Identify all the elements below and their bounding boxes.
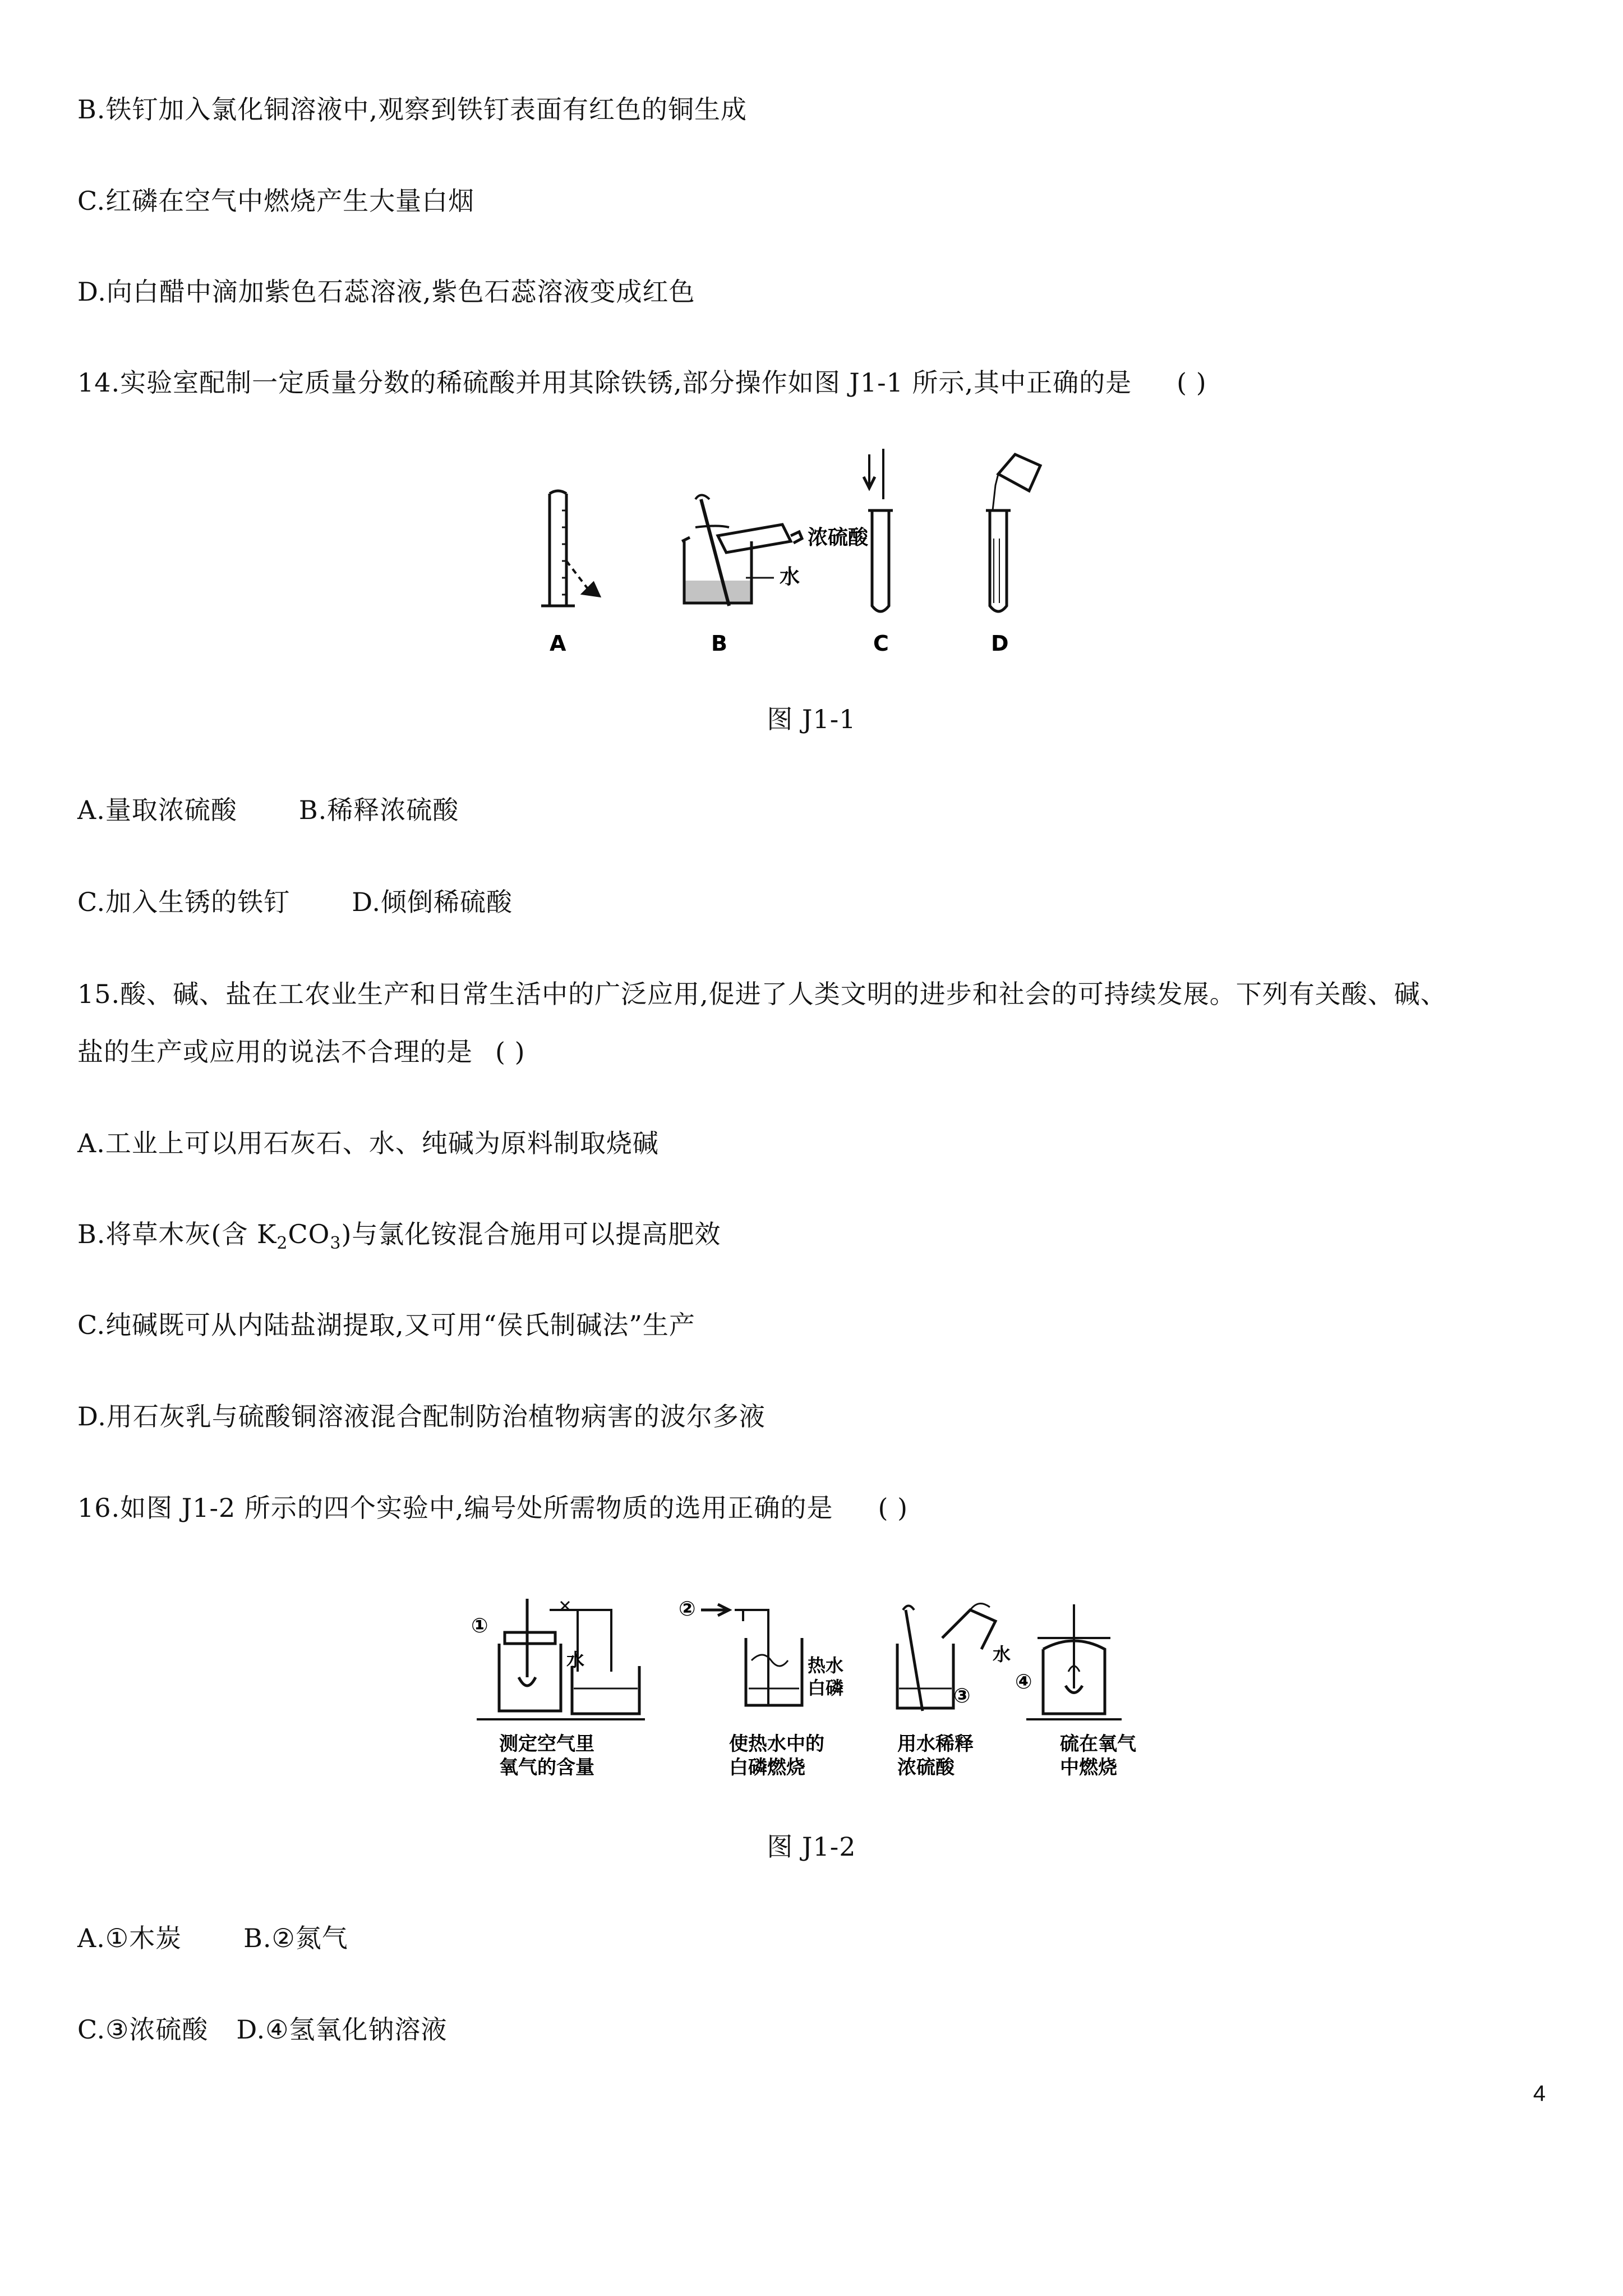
figure-j1-2-caption: 图 J1-2 (767, 1832, 856, 1862)
q14-option-b: B.稀释浓硫酸 (298, 795, 459, 825)
q15-option-a: A.工业上可以用石灰石、水、纯碱为原料制取烧碱 (77, 1128, 659, 1158)
q15-option-b-sub1: 2 (276, 1234, 288, 1254)
q13-option-d: D.向白醋中滴加紫色石蕊溶液,紫色石蕊溶液变成红色 (77, 277, 695, 307)
q14-options-row1 (77, 793, 459, 827)
figure-j1-1 (527, 443, 1116, 656)
fig2-mark-1: ① (471, 1614, 488, 1637)
fig2-cap2-line2: 白磷燃烧 (729, 1756, 805, 1779)
fig2-cap4-line1: 硫在氧气 (1060, 1733, 1136, 1755)
fig1-acid-label: 浓硫酸 (808, 526, 869, 549)
q14-option-d: D.倾倒稀硫酸 (352, 887, 513, 917)
q13-option-b: B.铁钉加入氯化铜溶液中,观察到铁钉表面有红色的铜生成 (77, 94, 748, 125)
q16-options-row2 (77, 2013, 448, 2046)
fig2-mark-2: ② (679, 1598, 696, 1621)
fig2-water-3: 水 (993, 1644, 1011, 1665)
fig2-mark-3: ③ (953, 1685, 971, 1708)
q16-stem-text: 16.如图 J1-2 所示的四个实验中,编号处所需物质的选用正确的是 (77, 1493, 833, 1523)
fig2-hot-water: 热水 (808, 1655, 844, 1676)
q16-answer-paren: ( ) (878, 1493, 909, 1523)
q15-option-b-mid: CO (288, 1219, 330, 1249)
page-number: 4 (1533, 2081, 1546, 2106)
figure-j1-1-drawing (527, 443, 1116, 656)
q14-stem (77, 366, 1207, 399)
fig1-label-b: B (711, 631, 727, 656)
q14-option-c: C.加入生锈的铁钉 (77, 887, 291, 917)
q16-option-a: A.①木炭 (77, 1923, 182, 1953)
q15-option-b (77, 1217, 721, 1260)
q14-stem-text: 14.实验室配制一定质量分数的稀硫酸并用其除铁锈,部分操作如图 J1-1 所示,其中正确的是 (77, 367, 1132, 398)
q16-options-row1 (77, 1921, 348, 1955)
q16-option-c: C.③浓硫酸 (77, 2014, 209, 2045)
fig1-label-c: C (873, 631, 889, 656)
fig1-water-label: 水 (780, 565, 800, 588)
fig2-cap3-line1: 用水稀释 (897, 1733, 974, 1755)
q15-answer-paren: ( ) (495, 1037, 525, 1067)
fig2-cap3-line2: 浓硫酸 (897, 1756, 955, 1779)
fig1-label-a: A (550, 631, 566, 656)
fig2-cap2-line1: 使热水中的 (729, 1733, 824, 1755)
q15-option-d: D.用石灰乳与硫酸铜溶液混合配制防治植物病害的波尔多液 (77, 1401, 766, 1432)
figure-j1-2-drawing (465, 1588, 1172, 1795)
q15-option-b-sub2: 3 (330, 1234, 342, 1254)
q16-stem (77, 1491, 908, 1525)
fig2-cap1-line1: 测定空气里 (499, 1733, 594, 1755)
q15-option-b-post: )与氯化铵混合施用可以提高肥效 (341, 1219, 721, 1249)
fig2-cap4-line2: 中燃烧 (1060, 1756, 1117, 1779)
fig2-cap1-line2: 氧气的含量 (499, 1756, 594, 1779)
q13-option-c: C.红磷在空气中燃烧产生大量白烟 (77, 186, 475, 216)
figure-j1-2 (465, 1588, 1172, 1795)
fig2-water-1: 水 (566, 1649, 585, 1671)
q15-option-c: C.纯碱既可从内陆盐湖提取,又可用“侯氏制碱法”生产 (77, 1310, 695, 1340)
q15-option-b-pre: B.将草木灰(含 K (77, 1219, 277, 1249)
q14-option-a: A.量取浓硫酸 (77, 795, 237, 825)
figure-j1-1-caption: 图 J1-1 (767, 704, 856, 734)
fig1-label-d: D (991, 631, 1009, 656)
q15-stem-line1: 15.酸、碱、盐在工农业生产和日常生活中的广泛应用,促进了人类文明的进步和社会的可持续发展。下列有关酸、碱、 (77, 979, 1447, 1009)
q14-options-row2 (77, 885, 513, 919)
fig2-mark-4: ④ (1015, 1671, 1032, 1694)
q16-option-b: B.②氮气 (243, 1923, 348, 1953)
q15-stem-text: 盐的生产或应用的说法不合理的是 (77, 1037, 473, 1067)
q16-option-d: D.④氢氧化钠溶液 (236, 2014, 448, 2045)
q15-stem-line2 (77, 1035, 525, 1069)
q14-answer-paren: ( ) (1177, 367, 1207, 398)
fig2-white-p: 白磷 (808, 1677, 844, 1699)
